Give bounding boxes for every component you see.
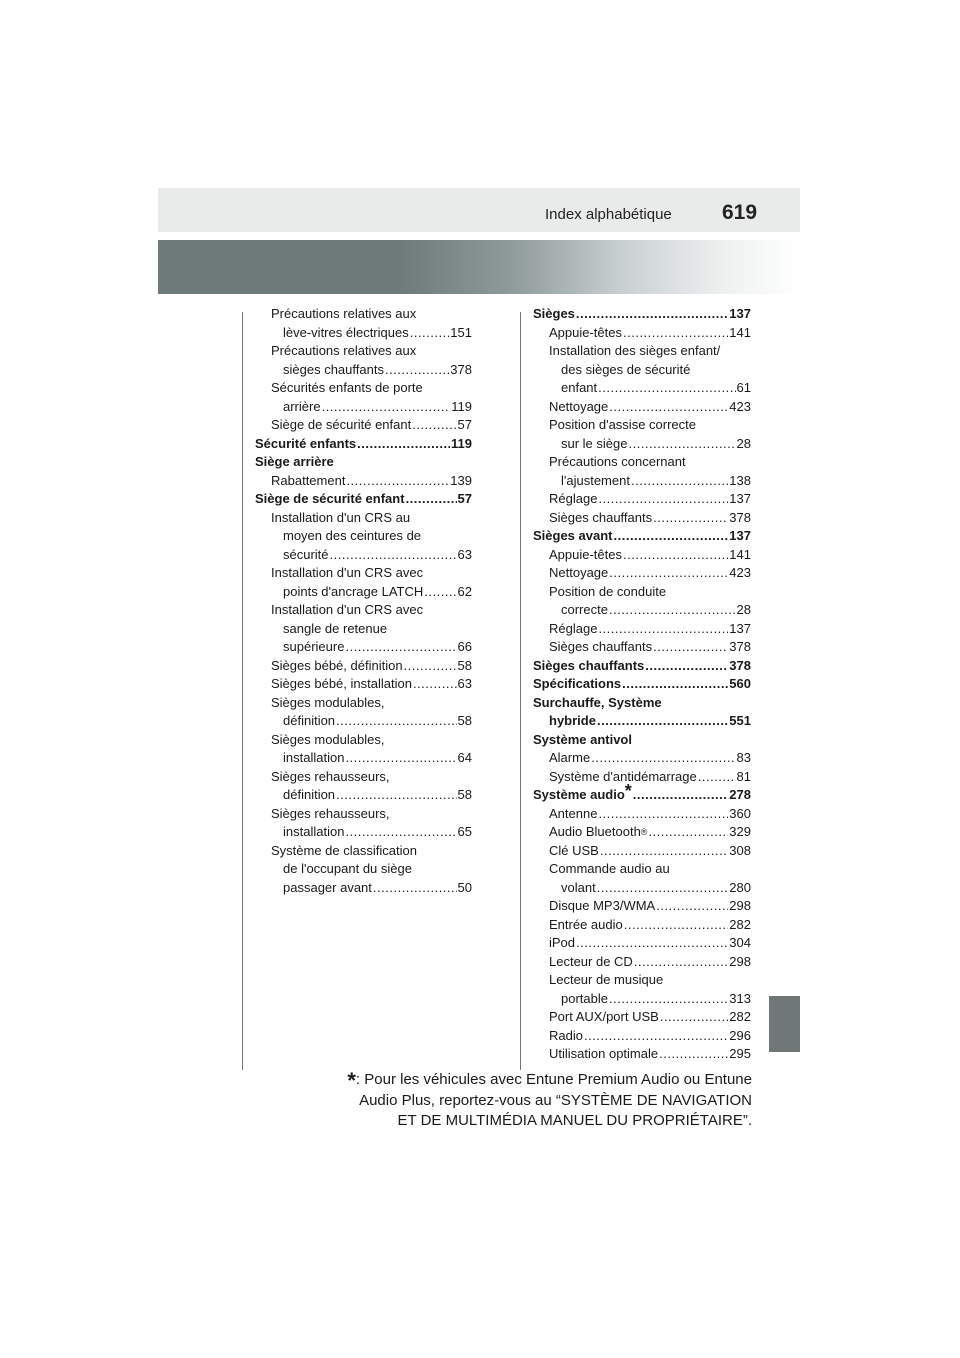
dot-leader (633, 786, 729, 805)
index-entry-text: Appuie-têtes (549, 324, 622, 340)
dot-leader (591, 749, 735, 768)
index-entry-text: Système antivol (533, 731, 632, 747)
dot-leader (609, 398, 728, 417)
dot-leader (656, 897, 728, 916)
index-entry-text: iPod (549, 935, 576, 950)
index-entry (533, 601, 751, 620)
index-entry-text: définition (283, 787, 336, 802)
dot-leader (609, 564, 728, 583)
index-entry-text: enfant (561, 380, 598, 395)
index-entry-text: Audio Bluetooth (549, 824, 641, 839)
index-page-ref: 551 (729, 713, 751, 728)
index-page-ref: 278 (729, 787, 751, 802)
index-page-ref: 423 (729, 398, 751, 414)
index-entry (255, 305, 472, 324)
index-entry-text: Sièges rehausseurs, (271, 768, 390, 784)
dot-leader (634, 953, 728, 972)
index-page-ref: 119 (451, 398, 472, 414)
index-entry-text: Sièges modulables, (271, 731, 385, 747)
index-entry (533, 379, 751, 398)
index-entry (255, 879, 472, 898)
index-entry (533, 342, 751, 361)
index-entry-text: Sièges chauffants (533, 657, 645, 673)
index-entry (533, 398, 751, 417)
index-page-ref: 66 (457, 639, 472, 654)
index-entry (255, 620, 472, 639)
index-entry (533, 1008, 751, 1027)
footnote-marker: * (347, 1068, 356, 1093)
dot-leader (406, 490, 457, 509)
dot-leader (614, 527, 729, 546)
dot-leader (346, 472, 449, 491)
index-entry (533, 324, 751, 343)
index-page-ref: 141 (729, 546, 751, 562)
index-entry (255, 490, 472, 509)
index-page-ref: 57 (457, 491, 472, 506)
index-entry-text: sangle de retenue (283, 620, 388, 636)
dot-leader (624, 916, 729, 935)
index-entry-text: Rabattement (271, 472, 346, 488)
index-entry-text: définition (283, 713, 336, 728)
index-entry-text: Siège de sécurité enfant (255, 491, 405, 506)
index-entry (533, 564, 751, 583)
index-entry (533, 768, 751, 787)
index-entry-text: Siège de sécurité enfant (271, 417, 412, 432)
index-entry-text: Sièges modulables, (271, 694, 385, 710)
index-entry-text: Utilisation optimale (549, 1046, 659, 1061)
index-entry (533, 638, 751, 657)
index-entry (533, 990, 751, 1009)
index-entry (533, 305, 751, 324)
index-entry (533, 361, 751, 380)
dot-leader (623, 324, 728, 343)
index-entry-text: Clé USB (549, 842, 599, 858)
dot-leader (597, 712, 728, 731)
index-page-ref: 138 (729, 472, 751, 488)
index-entry-text: des sièges de sécurité (561, 361, 691, 377)
index-page-ref: 81 (736, 768, 751, 784)
index-entry (255, 601, 472, 620)
index-page-ref: 64 (457, 750, 472, 765)
dot-leader (653, 509, 728, 528)
index-entry-text: installation (283, 750, 345, 765)
index-page-ref: 62 (457, 583, 472, 599)
index-entry-text: Installation d'un CRS avec (271, 602, 424, 617)
index-entry-text: Entrée audio (549, 916, 623, 932)
dot-leader (322, 398, 451, 417)
footnote-line-2: Audio Plus, reportez-vous au “SYSTÈME DE NAVIGATION (359, 1092, 752, 1109)
index-entry-text: de l'occupant du siège (283, 861, 412, 876)
index-entry (533, 1027, 751, 1046)
index-entry (255, 324, 472, 343)
index-entry-text: Installation d'un CRS avec (271, 565, 424, 580)
dot-leader (373, 879, 457, 898)
dot-leader (645, 657, 728, 676)
index-page-ref: 151 (450, 324, 472, 340)
index-page-ref: 28 (736, 435, 751, 451)
dot-leader (609, 990, 728, 1009)
index-entry-text: Position de conduite (549, 583, 667, 599)
index-entry-text: sécurité (283, 546, 329, 562)
index-entry (533, 509, 751, 528)
dot-leader (623, 546, 728, 565)
index-page-ref: 295 (729, 1046, 751, 1061)
header-bar (158, 188, 800, 232)
dot-leader (336, 786, 456, 805)
index-entry (533, 879, 751, 898)
index-entry-text: portable (561, 990, 608, 1006)
index-entry (255, 453, 472, 472)
index-entry (255, 694, 472, 713)
index-page-ref: 137 (729, 528, 751, 543)
index-entry (533, 971, 751, 990)
index-page-ref: 280 (729, 879, 751, 895)
index-entry (255, 361, 472, 380)
index-entry-text: Sièges chauffants (549, 509, 653, 525)
dot-leader (609, 601, 736, 620)
decorative-band (158, 240, 800, 294)
index-entry (533, 842, 751, 861)
index-entry-text: Réglage (549, 491, 598, 506)
dot-leader (345, 823, 456, 842)
dot-leader (424, 583, 456, 602)
index-entry-text: arrière (283, 398, 321, 414)
index-entry-text: moyen des ceintures de (283, 528, 422, 543)
index-entry-text: Sièges bébé, définition (271, 657, 403, 673)
index-entry (533, 527, 751, 546)
index-entry (255, 472, 472, 491)
index-page-ref: 360 (729, 805, 751, 821)
index-entry (533, 675, 751, 694)
index-entry-text: Appuie-têtes (549, 546, 622, 562)
index-page-ref: 282 (729, 916, 751, 932)
index-entry-text: hybride (549, 713, 596, 728)
index-entry-text: Système audio (533, 787, 625, 802)
dot-leader (413, 675, 457, 694)
index-page-ref: 63 (457, 546, 472, 562)
index-entry (533, 805, 751, 824)
index-entry-text: Sécurités enfants de porte (271, 380, 423, 395)
footnote (300, 1070, 752, 1131)
dot-leader (598, 620, 728, 639)
index-entry-text: Précautions relatives aux (271, 343, 417, 358)
index-entry-text: Sièges chauffants (549, 639, 653, 654)
index-entry-text: correcte (561, 602, 608, 617)
index-entry (255, 805, 472, 824)
index-entry-text: Position d'assise correcte (549, 417, 696, 432)
index-entry (255, 379, 472, 398)
dot-leader (597, 879, 729, 898)
index-page-ref: 61 (736, 380, 751, 395)
dot-leader (336, 712, 456, 731)
index-entry (255, 638, 472, 657)
dot-leader (659, 1045, 728, 1064)
dot-leader (412, 416, 456, 435)
index-entry-text: Port AUX/port USB (549, 1009, 659, 1024)
index-entry-text: Système d'antidémarrage (549, 768, 697, 784)
index-entry-text: Alarme (549, 750, 591, 765)
index-page-ref: 57 (457, 417, 472, 432)
index-entry (255, 768, 472, 787)
index-page-ref: 137 (729, 491, 751, 506)
index-entry (255, 583, 472, 602)
index-entry (533, 657, 751, 676)
index-column-right (533, 305, 751, 1064)
index-entry (255, 416, 472, 435)
index-entry-text: Siège arrière (255, 454, 334, 469)
index-entry (255, 731, 472, 750)
dot-leader (653, 638, 728, 657)
index-entry (255, 509, 472, 528)
index-entry-text: Installation des sièges enfant/ (549, 343, 721, 358)
index-page-ref: 83 (736, 750, 751, 765)
index-entry-text: Sièges (533, 306, 575, 321)
index-column-left (255, 305, 472, 897)
index-entry-text: sièges chauffants (283, 361, 384, 377)
index-entry (255, 546, 472, 565)
index-entry (255, 786, 472, 805)
index-page-ref: 329 (729, 824, 751, 839)
index-entry (533, 731, 751, 750)
dot-leader (576, 305, 728, 324)
index-entry-text: Sièges bébé, installation (271, 676, 412, 691)
dot-leader (648, 823, 728, 842)
dot-leader (598, 490, 728, 509)
index-entry (255, 842, 472, 861)
index-entry (255, 823, 472, 842)
index-entry (255, 435, 472, 454)
dot-leader (404, 657, 457, 676)
index-entry (533, 712, 751, 731)
index-page-ref: 63 (457, 676, 472, 691)
index-entry (533, 1045, 751, 1064)
index-page-ref: 50 (457, 879, 472, 895)
dot-leader (330, 546, 457, 565)
dot-leader (576, 934, 728, 953)
index-page-ref: 58 (457, 787, 472, 802)
index-page-ref: 137 (729, 620, 751, 636)
index-page-ref: 298 (729, 898, 751, 913)
index-entry-text: Sécurité enfants (255, 435, 357, 451)
dot-leader (600, 842, 728, 861)
dot-leader (628, 435, 735, 454)
index-entry (533, 749, 751, 768)
dot-leader (357, 435, 450, 454)
index-page-ref: 58 (457, 713, 472, 728)
index-entry (533, 453, 751, 472)
index-entry-text: Installation d'un CRS au (271, 509, 411, 525)
index-entry (255, 675, 472, 694)
index-entry (255, 527, 472, 546)
index-page-ref: 65 (457, 824, 472, 839)
index-page-ref: 378 (729, 639, 751, 654)
index-entry (533, 897, 751, 916)
dot-leader (410, 324, 450, 343)
index-entry (255, 749, 472, 768)
index-entry (533, 953, 751, 972)
index-entry-text: lève-vitres électriques (283, 324, 409, 340)
index-entry-text: Commande audio au (549, 861, 670, 876)
asterisk-mark: * (624, 781, 632, 801)
dot-leader (698, 768, 736, 787)
index-entry (255, 564, 472, 583)
index-entry (533, 490, 751, 509)
index-entry (533, 620, 751, 639)
index-entry-text: Nettoyage (549, 565, 609, 580)
index-entry-text: Réglage (549, 620, 598, 636)
index-entry-text: Surchauffe, Système (533, 694, 662, 710)
index-entry (533, 472, 751, 491)
index-page-ref: 560 (729, 676, 751, 691)
dot-leader (631, 472, 728, 491)
index-entry-text: Nettoyage (549, 398, 609, 414)
index-page-ref: 28 (736, 602, 751, 617)
index-entry (533, 583, 751, 602)
index-page-ref: 378 (729, 509, 751, 525)
index-page-ref: 308 (729, 842, 751, 858)
index-entry (255, 860, 472, 879)
index-entry-text: Lecteur de CD (549, 953, 633, 969)
index-entry (255, 712, 472, 731)
index-page-ref: 119 (451, 435, 472, 451)
index-page-ref: 423 (729, 565, 751, 580)
index-entry-text: volant (561, 879, 596, 895)
index-entry (533, 934, 751, 953)
section-title: Index alphabétique (545, 206, 672, 223)
index-entry (533, 416, 751, 435)
index-entry-text: Spécifications (533, 676, 622, 691)
index-entry-text: Sièges avant (533, 528, 613, 543)
index-entry (255, 398, 472, 417)
index-entry (255, 657, 472, 676)
index-entry-text: sur le siège (561, 435, 628, 451)
index-page-ref: 298 (729, 953, 751, 969)
index-entry-text: Sièges rehausseurs, (271, 805, 390, 821)
index-entry-text: l'ajustement (561, 472, 630, 488)
right-column-rule (520, 312, 521, 1070)
dot-leader (598, 805, 728, 824)
index-entry (533, 823, 751, 842)
index-entry (533, 546, 751, 565)
index-entry-text: Précautions concernant (549, 454, 686, 469)
index-page-ref: 139 (450, 472, 472, 488)
index-entry-text: Lecteur de musique (549, 972, 664, 987)
index-entry-text: points d'ancrage LATCH (283, 583, 424, 599)
index-entry-text: Antenne (549, 805, 598, 821)
index-page-ref: 378 (450, 361, 472, 377)
index-page-ref: 282 (729, 1009, 751, 1024)
index-page-ref: 313 (729, 990, 751, 1006)
index-page-ref: 58 (457, 657, 472, 673)
index-entry (533, 694, 751, 713)
index-entry-text: passager avant (283, 879, 372, 895)
dot-leader (660, 1008, 728, 1027)
dot-leader (345, 749, 456, 768)
index-page-ref: 296 (729, 1027, 751, 1043)
index-entry-text: supérieure (283, 639, 345, 654)
index-page-ref: 137 (729, 306, 751, 321)
footnote-line-3: ET DE MULTIMÉDIA MANUEL DU PROPRIÉTAIRE”. (397, 1112, 752, 1129)
registered-mark: ® (640, 827, 648, 837)
footnote-line-1: : Pour les véhicules avec Entune Premium Audio ou Entune (355, 1071, 752, 1088)
index-entry-text: Disque MP3/WMA (549, 898, 656, 913)
section-tab (769, 996, 800, 1052)
dot-leader (622, 675, 728, 694)
index-entry (255, 342, 472, 361)
index-entry (533, 916, 751, 935)
index-page-ref: 378 (729, 657, 751, 673)
index-entry (533, 435, 751, 454)
index-page-ref: 141 (729, 324, 751, 340)
dot-leader (598, 379, 735, 398)
dot-leader (345, 638, 456, 657)
left-column-rule (242, 312, 243, 1070)
index-entry (533, 860, 751, 879)
index-page-ref: 304 (729, 935, 751, 950)
index-entry-text: Radio (549, 1027, 583, 1043)
index-entry-text: Précautions relatives aux (271, 306, 417, 321)
index-entry-text: Système de classification (271, 842, 417, 858)
index-entry-text: installation (283, 824, 345, 839)
dot-leader (584, 1027, 728, 1046)
dot-leader (385, 361, 449, 380)
index-entry (533, 781, 751, 805)
page-number: 619 (722, 201, 758, 224)
